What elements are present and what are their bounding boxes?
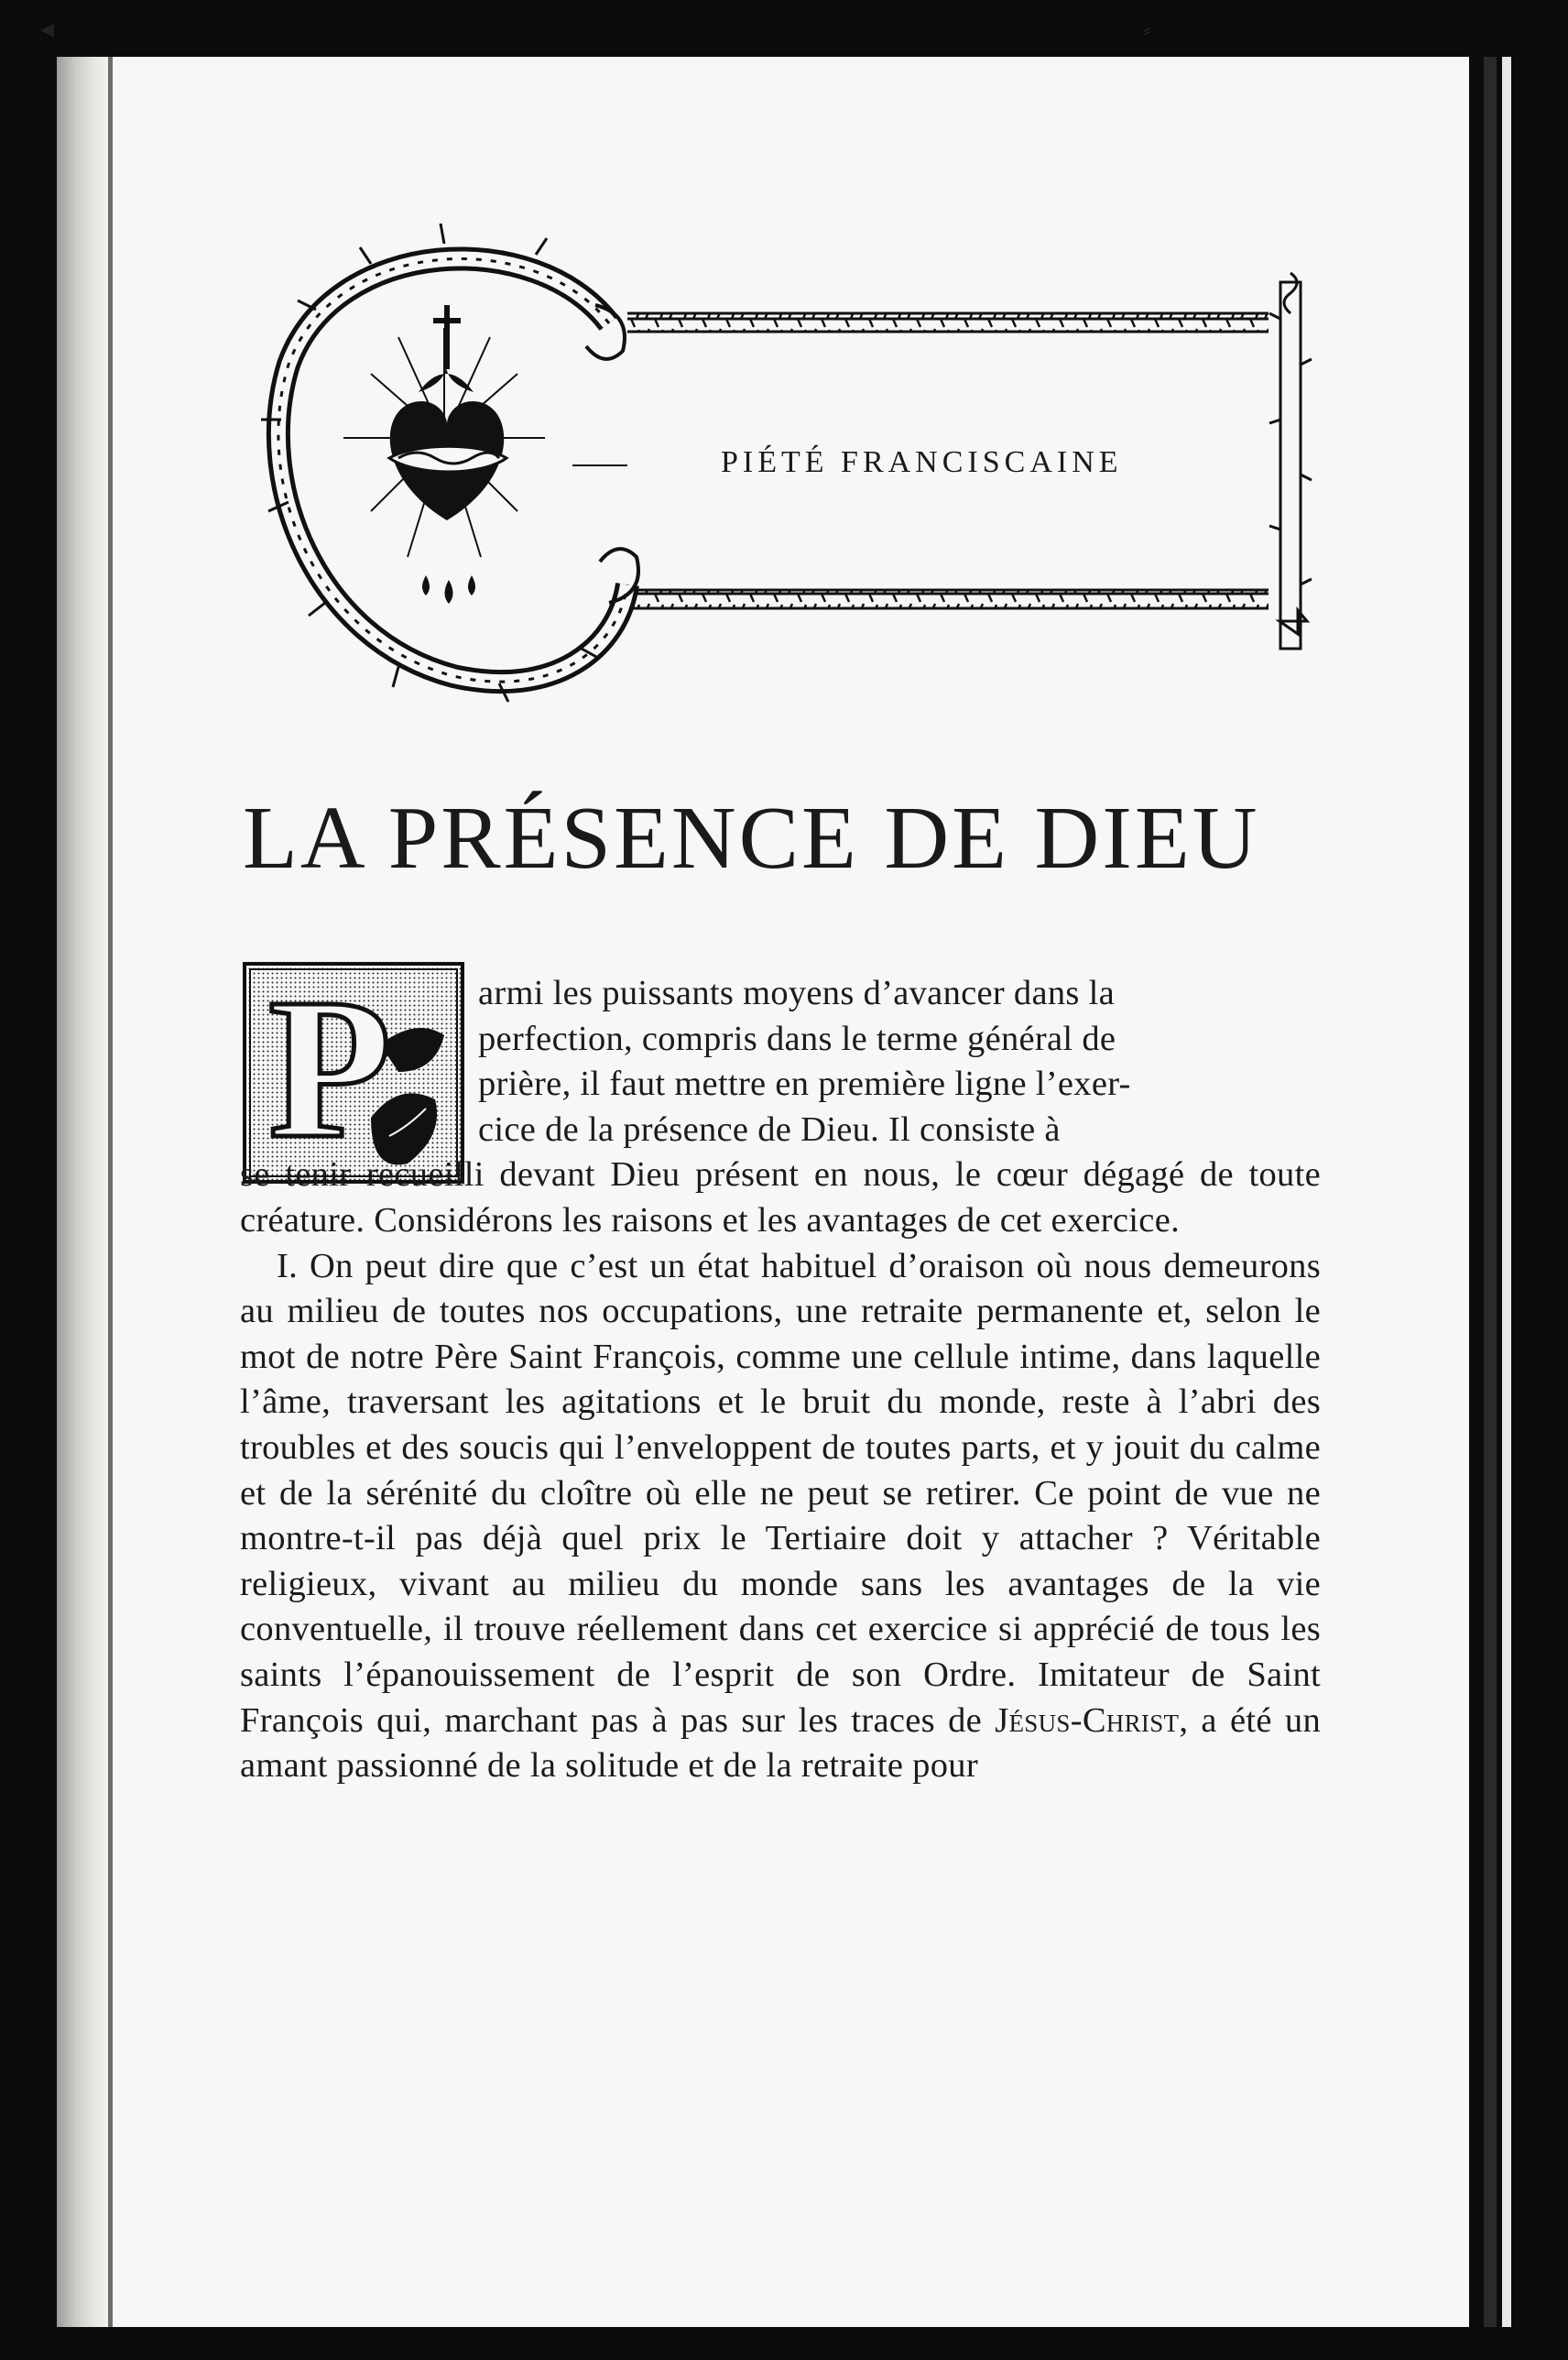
- facing-page-sliver: [1502, 57, 1511, 2327]
- page-gutter: [57, 57, 108, 2327]
- paragraph-2: [240, 1244, 1321, 1789]
- indented-line: perfection, compris dans le terme général de: [478, 1019, 1116, 1058]
- dropcap-letter: P: [268, 956, 392, 1180]
- paragraph-2-text: I. On peut dire que c’est un état habituel d’oraison où nous demeurons au milieu de toutes nos occupations, une retraite permanente et, selon le mot de notre Père Saint François, comme une cellule intime, dans laquelle l’âme, traversant les agitations et le bruit du monde, reste à l’abri des troubles et des soucis qui l’enveloppent de toutes parts, et y jouit du calme et de la sérénité du cloître où elle ne peut se retirer. Ce point de vue ne montre-t-il pas déjà quel prix le Tertiaire doit y attacher ? Véritable religieux, vivant au milieu du monde sans les avantages de la vie conventuelle, il trouve réellement dans cet exercice si apprécié de tous les saints l’épanouissement de l’esprit de son Ordre. Imitateur de Saint François qui, marchant pas à pas sur les traces de: [240, 1246, 1321, 1740]
- scan-mark: ⸗: [1143, 16, 1151, 43]
- header-ornament: [261, 218, 1369, 713]
- article-body: [240, 971, 1321, 1789]
- gutter-edge: [108, 57, 113, 2327]
- name-jesus-christ: Jésus-Christ: [995, 1700, 1180, 1740]
- paragraph-1-rest: se tenir recueilli devant Dieu présent en nous, le cœur dégagé de toute créature. Considérons les raisons et les avantages de cet exercice.: [240, 1155, 1321, 1240]
- indented-line: armi les puissants moyens d’avancer dans la: [478, 974, 1116, 1012]
- indented-line: prière, il faut mettre en première ligne l’exer-: [478, 1065, 1131, 1104]
- facing-page-edge: [1484, 57, 1497, 2327]
- article-title: LA PRÉSENCE DE DIEU: [243, 789, 1260, 888]
- paragraph-2-end: , a été un amant passionné de la solitude et de la retraite pour: [240, 1700, 1321, 1786]
- section-label: PIÉTÉ FRANCISCAINE: [721, 445, 1123, 479]
- paragraph-1: [240, 971, 1321, 1244]
- scan-mark: ◂: [40, 14, 55, 44]
- indented-line: cice de la présence de Dieu. Il consiste à: [478, 1109, 1061, 1149]
